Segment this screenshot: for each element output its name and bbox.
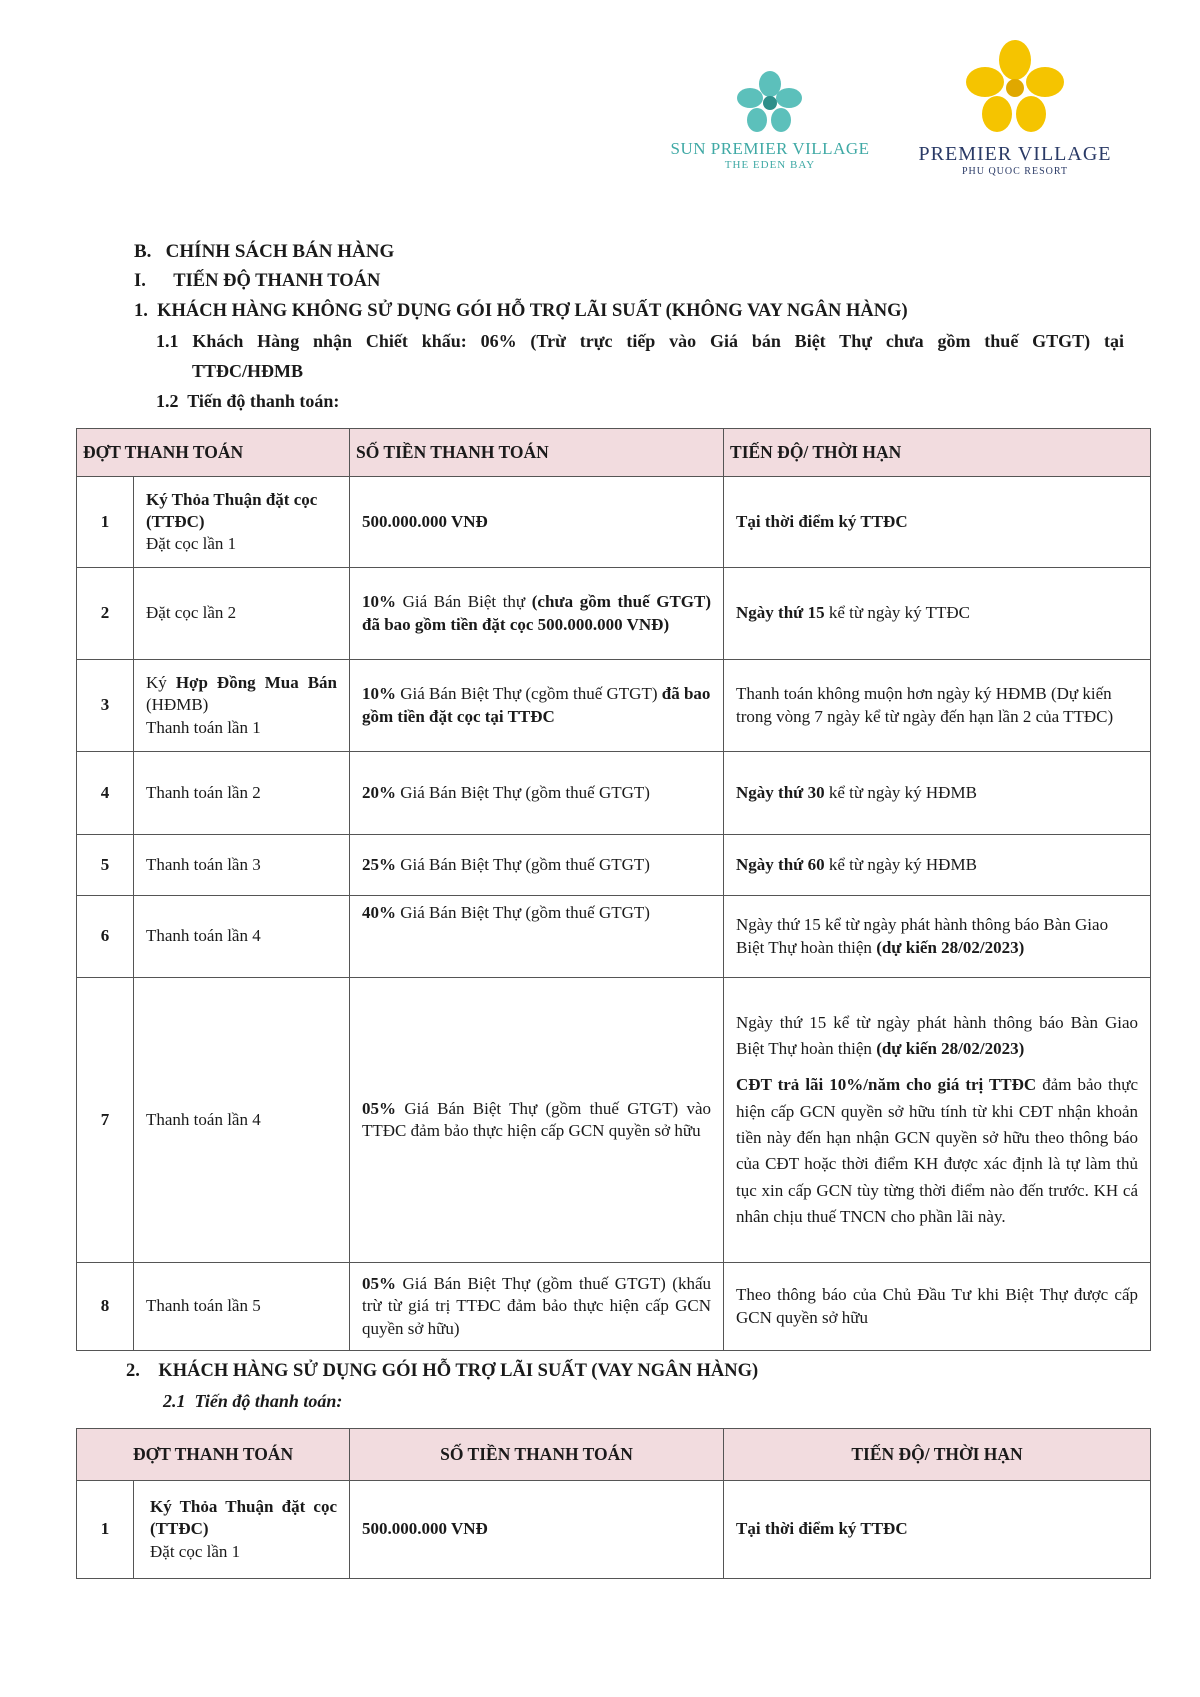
row-phase: Thanh toán lần 3	[134, 835, 350, 896]
loan-payment-schedule-table	[76, 1428, 1151, 1579]
premier-village-sub: PHU QUOC RESORT	[961, 166, 1069, 177]
amount-bold-2: (chưa gồm thuế GTGT) đã bao gồm tiền đặt cọc 500.000.000 VNĐ)	[362, 592, 712, 634]
timing-bold-2: CĐT trả lãi 10%/năm cho giá trị TTĐC	[736, 1075, 1037, 1095]
phase-bold: Hợp Đồng Mua Bán	[175, 673, 338, 693]
table-row	[77, 896, 1151, 978]
row-phase: Thanh toán lần 2	[134, 752, 350, 835]
row-amount	[350, 835, 724, 896]
timing-bold: Tại thời điểm ký TTĐC	[736, 1519, 908, 1539]
timing-para-1	[736, 1010, 1138, 1063]
header-phase: ĐỢT THANH TOÁN	[77, 1429, 350, 1481]
phase-text: Thanh toán lần 1	[146, 717, 261, 737]
amount-bold: 05%	[362, 1274, 397, 1294]
section-2-1-label: Tiến độ thanh toán:	[194, 1391, 343, 1411]
section-1-2-label: Tiến độ thanh toán:	[187, 391, 340, 411]
header-amount: SỐ TIỀN THANH TOÁN	[350, 429, 724, 477]
table-header-row	[77, 1429, 1151, 1481]
table-row	[77, 660, 1151, 752]
section-1-1-line2: TTĐC/HĐMB	[192, 361, 304, 381]
timing-text: kể từ ngày ký TTĐC	[828, 603, 970, 623]
row-timing	[724, 752, 1151, 835]
row-phase	[134, 1481, 350, 1579]
row-phase	[134, 660, 350, 752]
yellow-flower-icon	[965, 40, 1065, 136]
row-amount	[350, 568, 724, 660]
timing-text: kể từ ngày ký HĐMB	[828, 782, 977, 802]
row-amount	[350, 1263, 724, 1351]
timing-bold: Ngày thứ 30	[736, 782, 825, 802]
row-timing	[724, 568, 1151, 660]
header-phase: ĐỢT THANH TOÁN	[77, 429, 350, 477]
row-timing	[724, 1481, 1151, 1579]
timing-bold: Ngày thứ 60	[736, 854, 825, 874]
amount-bold: 10%	[362, 592, 397, 612]
amount-bold-2: đã bao gồm tiền đặt cọc tại TTĐC	[362, 684, 711, 726]
phase-text: Đặt cọc lần 1	[146, 534, 237, 554]
row-timing	[724, 835, 1151, 896]
table-header-row	[77, 429, 1151, 477]
amount-bold: 10%	[362, 684, 397, 704]
timing-bold: (dự kiến 28/02/2023)	[876, 1038, 1025, 1058]
amount-bold: 25%	[362, 854, 397, 874]
phase-bold: Ký Thỏa Thuận đặt cọc (TTĐC)	[150, 1497, 338, 1539]
amount-bold: 20%	[362, 782, 397, 802]
logo-area	[660, 40, 1140, 200]
row-timing	[724, 477, 1151, 568]
row-amount	[350, 477, 724, 568]
payment-schedule-table	[76, 428, 1151, 1351]
table-row	[77, 568, 1151, 660]
row-phase: Đặt cọc lần 2	[134, 568, 350, 660]
amount-bold: 500.000.000 VNĐ	[362, 511, 488, 531]
section-1-2-num: 1.2	[156, 391, 179, 411]
table-row	[77, 477, 1151, 568]
amount-text: Giá Bán Biệt thự	[402, 592, 526, 612]
section-2-1-title	[163, 1391, 342, 1412]
row-timing: Thanh toán không muộn hơn ngày ký HĐMB (Dự kiến trong vòng 7 ngày kể từ ngày đến hạn lần 2 của TTĐC)	[724, 660, 1151, 752]
row-number: 3	[77, 660, 134, 752]
phase-text: Đặt cọc lần 1	[150, 1541, 241, 1561]
row-amount	[350, 978, 724, 1263]
timing-text-2: đảm bảo thực hiện cấp GCN quyền sở hữu tính từ khi CĐT nhận khoản tiền này đến hạn nhận GCN quyền sở hữu theo thông báo của CĐT hoặc thời điểm KH được xác định là tự làm thủ tục xin cấp GCN tùy từng thời điểm nào đến trước. KH cá nhân chịu thuế TNCN cho phần lãi này.	[736, 1075, 1139, 1227]
section-1-1-line1: 1.1 Khách Hàng nhận Chiết khấu: 06% (Trừ trực tiếp vào Giá bán Biệt Thự chưa gồm thuế GTGT) tại	[156, 331, 1124, 351]
row-number: 1	[77, 1481, 134, 1579]
timing-bold: (dự kiến 28/02/2023)	[876, 937, 1025, 957]
timing-bold: Ngày thứ 15	[736, 603, 825, 623]
timing-bold: Tại thời điểm ký TTĐC	[736, 511, 908, 531]
timing-text: Ngày thứ 15 kể từ ngày phát hành thông báo Bàn Giao Biệt Thự hoàn thiện	[736, 1012, 1139, 1058]
row-timing: Theo thông báo của Chủ Đầu Tư khi Biệt Thự được cấp GCN quyền sở hữu	[724, 1263, 1151, 1351]
row-number: 2	[77, 568, 134, 660]
teal-flower-icon	[735, 70, 805, 134]
timing-para-2	[736, 1072, 1138, 1230]
phase-bold: Ký Thỏa Thuận đặt cọc (TTĐC)	[146, 489, 318, 531]
row-number: 8	[77, 1263, 134, 1351]
row-phase: Thanh toán lần 4	[134, 896, 350, 978]
table-row	[77, 752, 1151, 835]
sun-premier-logo	[660, 70, 880, 171]
row-timing	[724, 978, 1151, 1263]
timing-text: Ngày thứ 15 kể từ ngày phát hành thông báo Bàn Giao Biệt Thự hoàn thiện	[736, 915, 1109, 957]
table-row	[77, 1263, 1151, 1351]
header-timing: TIẾN ĐỘ/ THỜI HẠN	[724, 429, 1151, 477]
section-1-title: 1. KHÁCH HÀNG KHÔNG SỬ DỤNG GÓI HỖ TRỢ LÃI SUẤT (KHÔNG VAY NGÂN HÀNG)	[134, 301, 908, 321]
amount-bold: 05%	[362, 1098, 397, 1118]
row-amount	[350, 1481, 724, 1579]
amount-text: Giá Bán Biệt Thự (gồm thuế GTGT)	[400, 782, 650, 802]
row-amount	[350, 752, 724, 835]
table-row	[77, 1481, 1151, 1579]
header-amount: SỐ TIỀN THANH TOÁN	[350, 1429, 724, 1481]
row-number: 6	[77, 896, 134, 978]
timing-text: kể từ ngày ký HĐMB	[828, 854, 977, 874]
row-phase: Thanh toán lần 4	[134, 978, 350, 1263]
row-amount	[350, 660, 724, 752]
amount-text: Giá Bán Biệt Thự (gồm thuế GTGT) (khấu trừ từ giá trị TTĐC đảm bảo thực hiện cấp GCN quyền sở hữu)	[362, 1274, 712, 1338]
row-amount	[350, 896, 724, 978]
row-timing	[724, 896, 1151, 978]
phase-pre: Ký	[146, 673, 167, 693]
premier-village-logo	[910, 40, 1120, 177]
section-b-title: B. CHÍNH SÁCH BÁN HÀNG	[134, 241, 395, 262]
row-number: 1	[77, 477, 134, 568]
row-number: 7	[77, 978, 134, 1263]
amount-text: Giá Bán Biệt Thự (cgồm thuế GTGT)	[400, 684, 658, 704]
section-i-title: I. TIẾN ĐỘ THANH TOÁN	[134, 271, 381, 291]
section-2-1-num: 2.1	[163, 1391, 186, 1411]
row-phase	[134, 477, 350, 568]
sun-premier-name: SUN PREMIER VILLAGE	[670, 139, 870, 158]
row-number: 5	[77, 835, 134, 896]
sun-premier-sub: THE EDEN BAY	[724, 159, 816, 171]
amount-text: Giá Bán Biệt Thự (gồm thuế GTGT)	[400, 854, 650, 874]
amount-bold: 500.000.000 VNĐ	[362, 1519, 488, 1539]
header-timing: TIẾN ĐỘ/ THỜI HẠN	[724, 1429, 1151, 1481]
premier-village-name: PREMIER VILLAGE	[918, 143, 1112, 165]
table-row	[77, 978, 1151, 1263]
table-row	[77, 835, 1151, 896]
section-2-title: 2. KHÁCH HÀNG SỬ DỤNG GÓI HỖ TRỢ LÃI SUẤT (VAY NGÂN HÀNG)	[126, 1361, 759, 1381]
section-1-2-title	[156, 391, 339, 412]
amount-text: Giá Bán Biệt Thự (gồm thuế GTGT) vào TTĐC đảm bảo thực hiện cấp GCN quyền sở hữu	[362, 1098, 712, 1140]
phase-post: (HĐMB)	[146, 695, 209, 715]
row-number: 4	[77, 752, 134, 835]
amount-bold: 40%	[362, 903, 397, 922]
row-phase: Thanh toán lần 5	[134, 1263, 350, 1351]
amount-text: Giá Bán Biệt Thự (gồm thuế GTGT)	[400, 903, 650, 922]
